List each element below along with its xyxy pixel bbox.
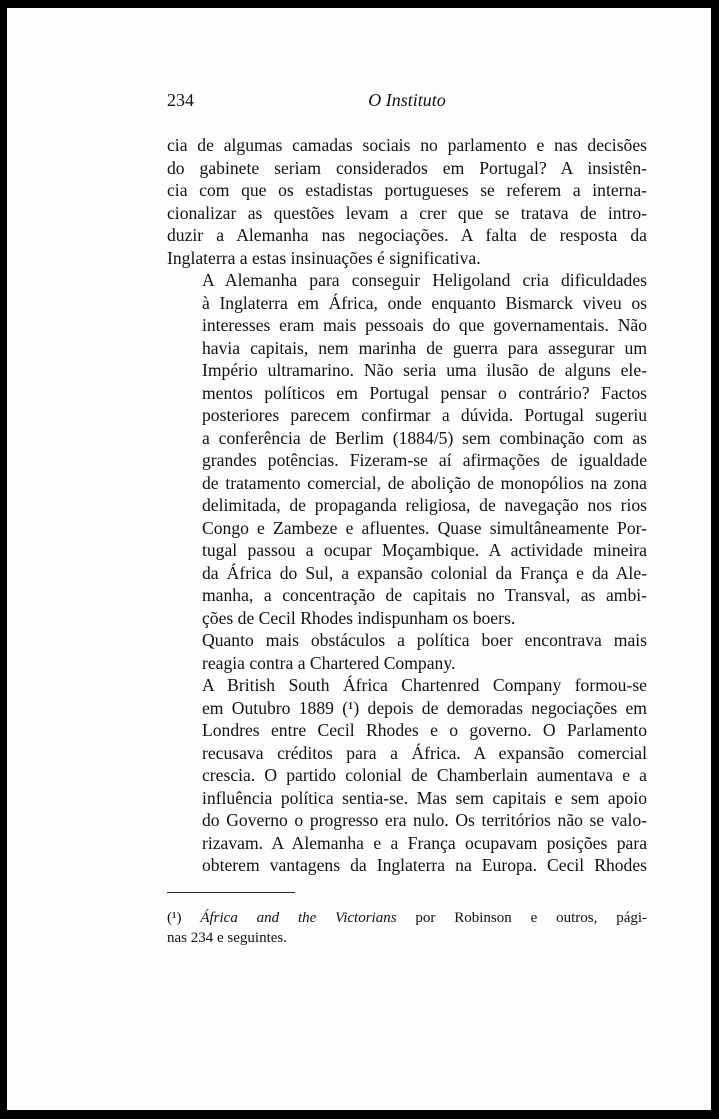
text-line: delimitada, de propaganda religiosa, de navegação nos rios bbox=[202, 495, 647, 515]
footnote-line bbox=[167, 908, 647, 928]
text-line: em Outubro 1889 (¹) depois de demoradas negociações em bbox=[202, 697, 647, 718]
text-line: crescia. O partido colonial de Chamberlain aumentava e a bbox=[202, 765, 647, 785]
text-line: tugal passou a ocupar Moçambique. A actividade mineira bbox=[202, 540, 647, 560]
text-line: reagia contra a Chartered Company. bbox=[202, 652, 456, 673]
text-line: influência política sentia-se. Mas sem capitais e sem apoio bbox=[202, 787, 647, 808]
text-line: mentos políticos em Portugal pensar o contrário? Factos bbox=[202, 382, 647, 403]
text-line: A British South África Chartenred Company formou-se bbox=[202, 675, 647, 695]
text-line: cia com que os estadistas portugueses se referem a interna- bbox=[167, 180, 647, 200]
running-title: O Instituto bbox=[368, 90, 446, 110]
footnote-divider bbox=[167, 892, 295, 893]
text-line: Inglaterra a estas insinuações é significativa. bbox=[167, 247, 481, 268]
paragraph bbox=[167, 674, 647, 877]
text-line: interesses eram mais pessoais do que governamentais. Não bbox=[202, 315, 647, 335]
text-line: Quanto mais obstáculos a política boer encontrava mais bbox=[202, 630, 647, 650]
text-line: rizavam. A Alemanha e a França ocupavam posições para bbox=[202, 832, 647, 853]
text-line: à Inglaterra em África, onde enquanto Bismarck viveu os bbox=[202, 292, 647, 313]
footnote-title: África and the Victorians bbox=[200, 910, 397, 926]
text-line: cia de algumas camadas sociais no parlamento e nas decisões bbox=[167, 135, 647, 155]
paragraph bbox=[167, 629, 647, 674]
text-line: duzir a Alemanha nas negociações. A falta de resposta da bbox=[167, 225, 647, 245]
page-number: 234 bbox=[167, 90, 194, 110]
body-text bbox=[167, 134, 647, 877]
text-line: cionalizar as questões levam a crer que se tratava de intro- bbox=[167, 202, 647, 223]
paragraph bbox=[167, 134, 647, 269]
text-line: do gabinete seriam considerados em Portugal? A insistên- bbox=[167, 157, 647, 178]
text-line: manha, a concentração de capitais no Transval, as ambi- bbox=[202, 585, 647, 605]
text-line: da África do Sul, a expansão colonial da França e da Ale- bbox=[202, 562, 647, 583]
page bbox=[7, 8, 711, 1110]
text-line: Império ultramarino. Não seria uma ilusão de alguns ele- bbox=[202, 360, 647, 380]
text-line: A Alemanha para conseguir Heligoland cria dificuldades bbox=[202, 270, 647, 290]
text-line: recusava créditos para a África. A expansão comercial bbox=[202, 742, 647, 763]
text-line: posteriores parecem confirmar a dúvida. Portugal sugeriu bbox=[202, 405, 647, 425]
text-line: ções de Cecil Rhodes indispunham os boers. bbox=[202, 607, 516, 628]
text-line: Londres entre Cecil Rhodes e o governo. O Parlamento bbox=[202, 720, 647, 740]
text-line: havia capitais, nem marinha de guerra para assegurar um bbox=[202, 337, 647, 358]
page-header bbox=[167, 90, 647, 114]
text-line: a conferência de Berlim (1884/5) sem combinação com as bbox=[202, 427, 647, 448]
text-line: obterem vantagens da Inglaterra na Europa. Cecil Rhodes bbox=[202, 855, 647, 875]
text-line: do Governo o progresso era nulo. Os territórios não se valo- bbox=[202, 810, 647, 830]
footnote-line: nas 234 e seguintes. bbox=[167, 930, 287, 946]
text-line: grandes potências. Fizeram-se aí afirmações de igualdade bbox=[202, 450, 647, 470]
footnote-text: por Robinson e outros, pági- bbox=[415, 910, 648, 926]
footnote-marker: (¹) bbox=[167, 910, 182, 926]
footnote bbox=[167, 908, 647, 948]
paragraph bbox=[167, 269, 647, 629]
text-line: Congo e Zambeze e afluentes. Quase simultâneamente Por- bbox=[202, 517, 647, 538]
text-line: de tratamento comercial, de abolição de monopólios na zona bbox=[202, 472, 647, 493]
